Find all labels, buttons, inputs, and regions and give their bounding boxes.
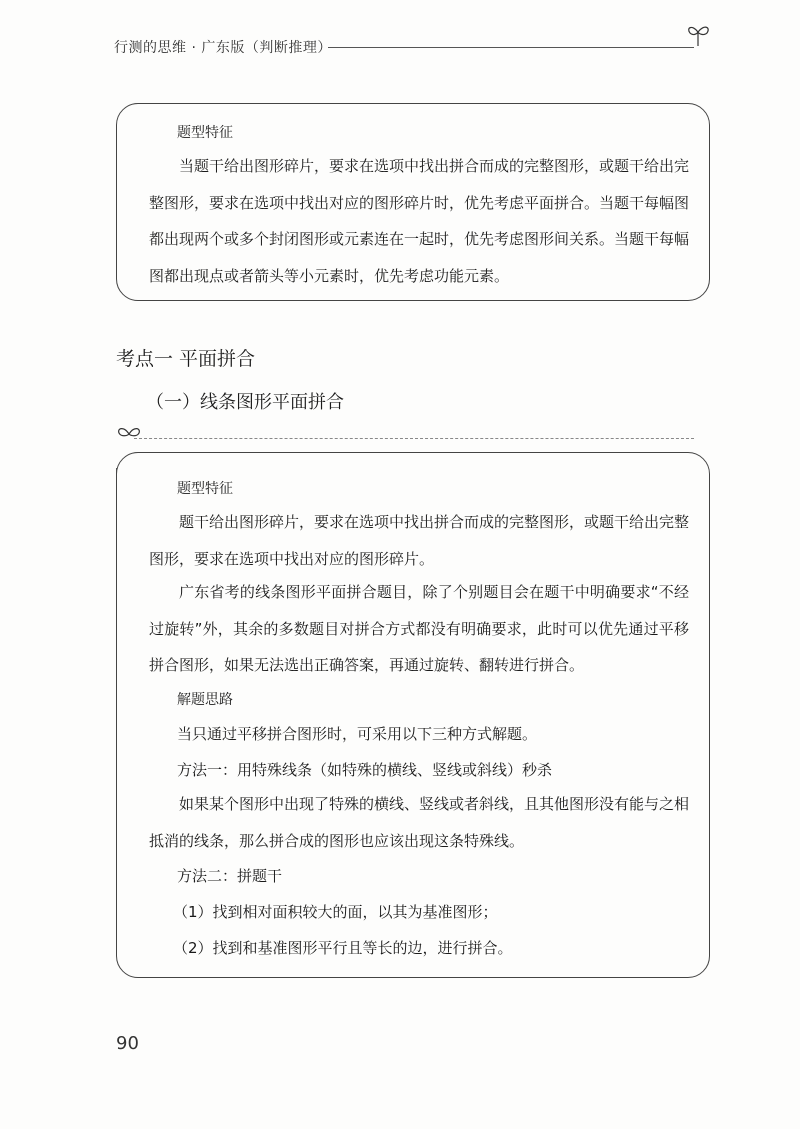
header-rule: [328, 47, 694, 48]
box2-paragraph-1: 题干给出图形碎片，要求在选项中找出拼合而成的完整图形，或题干给出完整图形，要求在选项中找出对应的图形碎片。: [149, 513, 690, 568]
sprout-icon: [114, 424, 144, 444]
box2-intro: 当只通过平移拼合图形时，可采用以下三种方式解题。: [177, 725, 538, 743]
feature-box-2: [116, 452, 710, 978]
feature-box-1: [116, 103, 710, 301]
box2-paragraph-2: 广东省考的线条图形平面拼合题目，除了个别题目会在题干中明确要求“不经过旋转”外，其余的多数题目对拼合方式都没有明确要求，此时可以优先通过平移拼合图形，如果无法选出正确答案，再通过旋转、翻转进行拼合。: [149, 583, 689, 674]
section-divider: [134, 438, 694, 439]
section-title: 考点一 平面拼合: [116, 348, 256, 370]
box2-paragraph-3: 如果某个图形中出现了特殊的横线、竖线或者斜线，且其他图形没有能与之相抵消的线条，那么拼合成的图形也应该出现这条特殊线。: [149, 795, 690, 850]
step-2: （2）找到和基准图形平行且等长的边，进行拼合。: [173, 939, 513, 957]
running-header: 行测的思维 · 广东版（判断推理）: [114, 40, 332, 56]
box1-heading: 题型特征: [177, 125, 233, 141]
box2-heading: 题型特征: [177, 481, 233, 497]
sprout-icon: [684, 22, 714, 48]
method-2: 方法二：拼题干: [177, 867, 283, 885]
box1-paragraph: 当题干给出图形碎片，要求在选项中找出拼合而成的完整图形，或题干给出完整图形，要求在选项中找出对应的图形碎片时，优先考虑平面拼合。当题干每幅图都出现两个或多个封闭图形或元素连在一起时，优先考虑图形间关系。当题干每幅图都出现点或者箭头等小元素时，优先考虑功能元素。: [149, 157, 690, 285]
step-1: （1）找到相对面积较大的面，以其为基准图形；: [173, 903, 498, 921]
box2-heading-2: 解题思路: [177, 692, 233, 708]
section-subtitle: （一）线条图形平面拼合: [146, 392, 344, 413]
page-number: 90: [116, 1033, 139, 1054]
method-1: 方法一：用特殊线条（如特殊的横线、竖线或斜线）秒杀: [177, 761, 553, 779]
